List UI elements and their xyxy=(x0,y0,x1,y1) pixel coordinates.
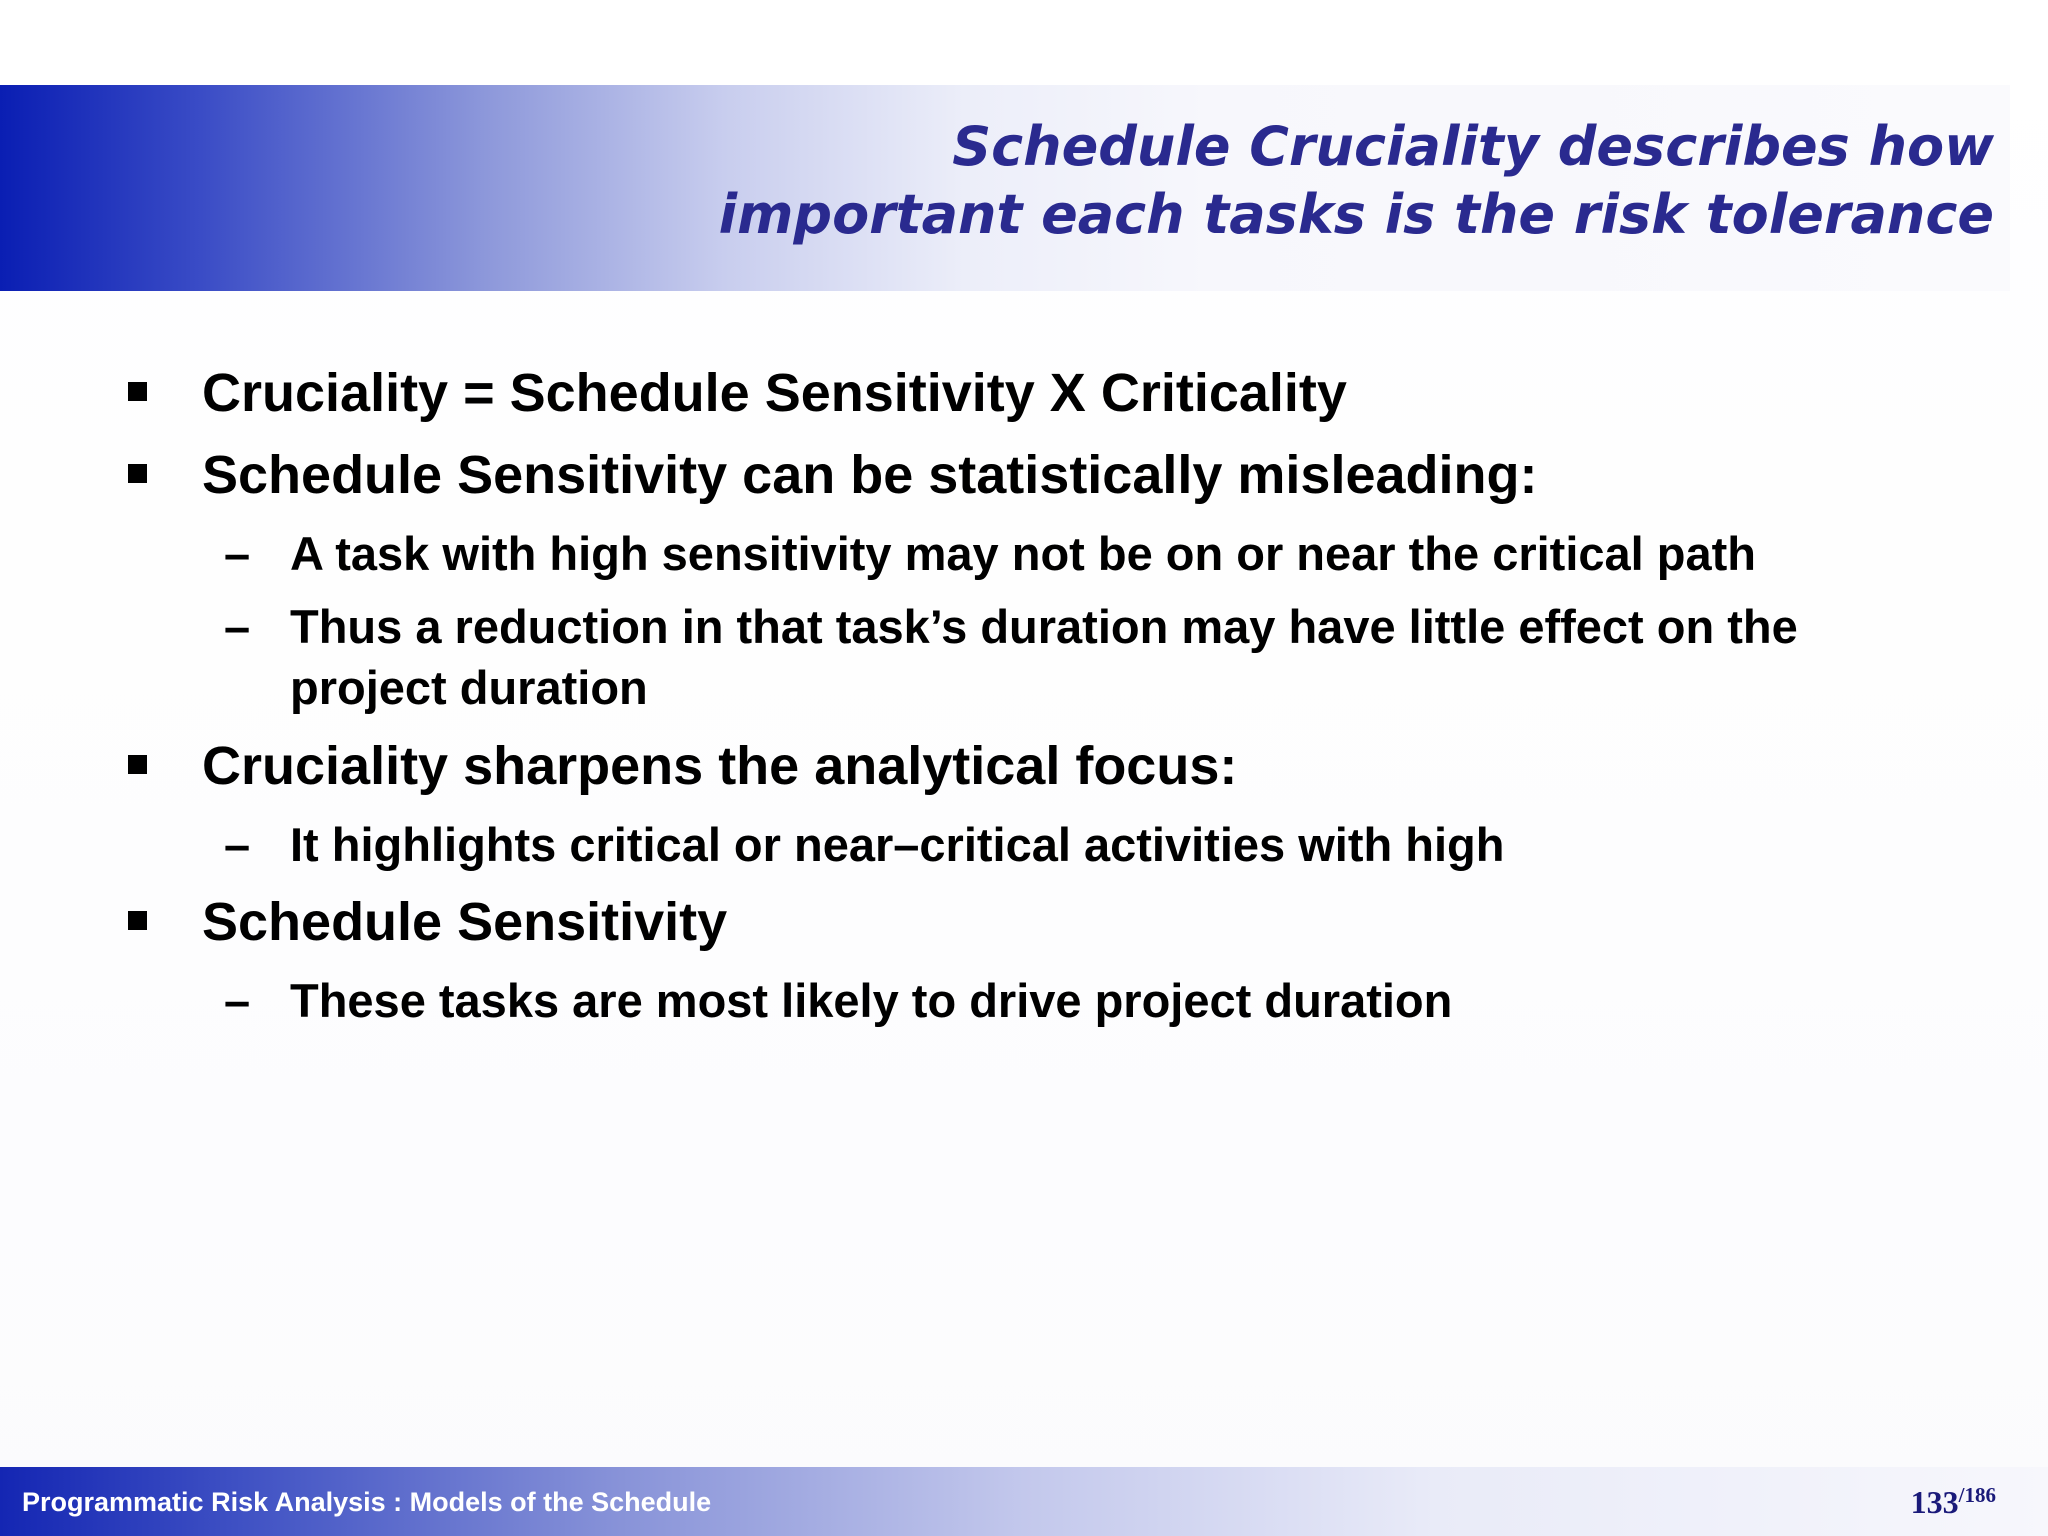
dash-bullet-icon: – xyxy=(224,600,251,653)
dash-bullet-icon: – xyxy=(224,527,251,580)
page-number xyxy=(1911,1483,1996,1521)
sub-bullet-text: Thus a reduction in that task’s duration may have little effect on the project duration xyxy=(290,600,1798,714)
sub-bullet-text: It highlights critical or near–critical activities with high xyxy=(290,818,1505,871)
bullet-text: Cruciality = Schedule Sensitivity X Criticality xyxy=(202,363,1347,423)
sub-bullet-text: These tasks are most likely to drive project duration xyxy=(290,974,1453,1027)
square-bullet-icon xyxy=(128,755,147,774)
sub-bullet-text: A task with high sensitivity may not be on or near the critical path xyxy=(290,527,1756,580)
dash-bullet-icon: – xyxy=(224,974,251,1027)
square-bullet-icon xyxy=(128,911,147,930)
dash-bullet-icon: – xyxy=(224,818,251,871)
bullet-text: Schedule Sensitivity xyxy=(202,892,728,952)
bullet-text: Schedule Sensitivity can be statistically misleading: xyxy=(202,445,1538,505)
square-bullet-icon xyxy=(128,382,147,401)
page-total: /186 xyxy=(1958,1483,1996,1507)
title-line-2: important each tasks is the risk tolerance xyxy=(718,183,1994,246)
title-line-1: Schedule Cruciality describes how xyxy=(952,115,1994,178)
page-current: 133 xyxy=(1910,1484,1959,1520)
bullet-text: Cruciality sharpens the analytical focus: xyxy=(202,736,1238,796)
square-bullet-icon xyxy=(128,464,147,483)
footer-title: Programmatic Risk Analysis : Models of the Schedule xyxy=(22,1487,712,1517)
